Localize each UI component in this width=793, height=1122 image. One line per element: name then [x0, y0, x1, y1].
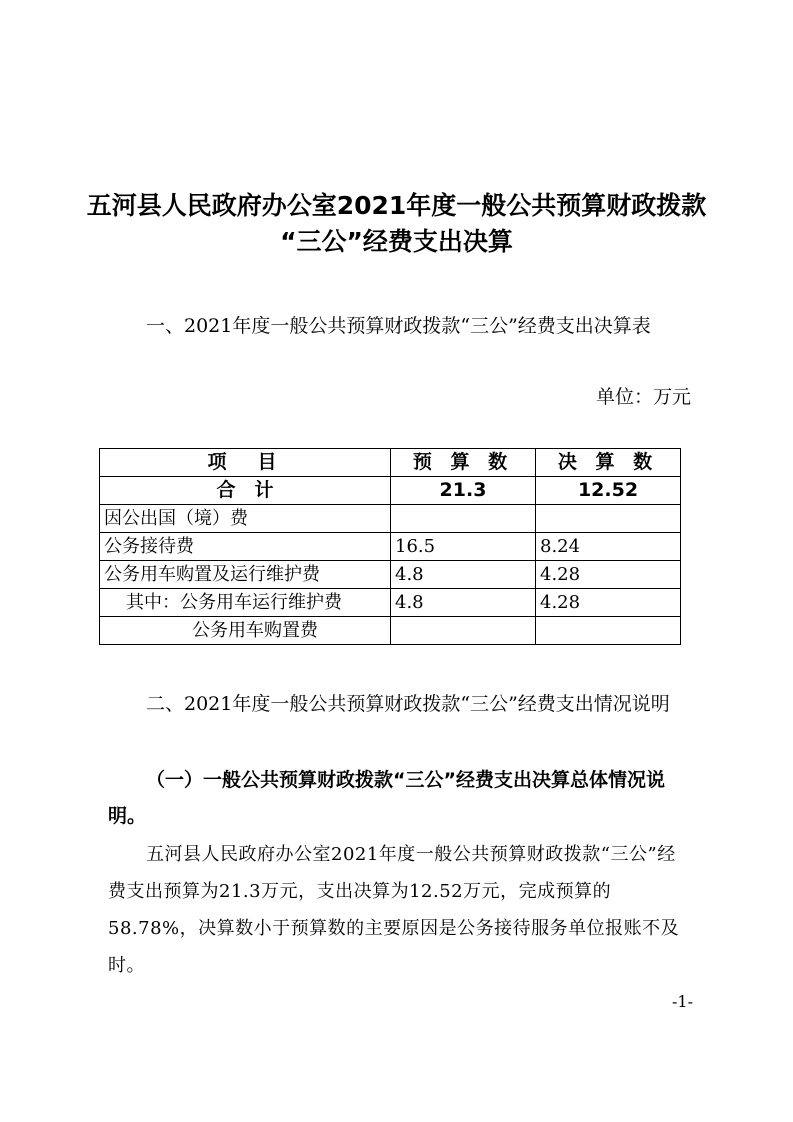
table-header-row — [100, 449, 681, 477]
row-label: 公务用车购置费 — [100, 617, 391, 645]
table-total-row — [100, 477, 681, 505]
table-row — [100, 561, 681, 589]
total-actual: 12.52 — [536, 477, 681, 505]
row-budget: 4.8 — [391, 561, 536, 589]
header-actual: 决 算 数 — [536, 449, 681, 477]
document-title-line1: 五河县人民政府办公室2021年度一般公共预算财政拨款 — [86, 191, 707, 220]
row-budget — [391, 617, 536, 645]
table-row — [100, 505, 681, 533]
table-row — [100, 533, 681, 561]
unit-label: 单位：万元 — [595, 386, 691, 408]
row-label: 因公出国（境）费 — [100, 505, 391, 533]
row-actual: 8.24 — [536, 533, 681, 561]
section2-body: 五河县人民政府办公室2021年度一般公共预算财政拨款“三公”经费支出预算为21.3万元，支出决算为12.52万元，完成预算的58.78%，决算数小于预算数的主要原因是公务接待服务单位报账不及时。 — [108, 844, 680, 976]
row-budget: 16.5 — [391, 533, 536, 561]
row-budget: 4.8 — [391, 589, 536, 617]
table-row — [100, 617, 681, 645]
page-number: -1- — [672, 992, 693, 1011]
table-row — [100, 589, 681, 617]
total-budget: 21.3 — [391, 477, 536, 505]
row-label: 公务接待费 — [100, 533, 391, 561]
row-label: 其中：公务用车运行维护费 — [100, 589, 391, 617]
document-title-line2: “三公”经费支出决算 — [280, 227, 513, 256]
header-item: 项 目 — [100, 449, 391, 477]
section1-heading: 一、2021年度一般公共预算财政拨款“三公”经费支出决算表 — [146, 315, 651, 337]
row-label: 公务用车购置及运行维护费 — [100, 561, 391, 589]
row-actual — [536, 617, 681, 645]
section2-sub-heading: （一）一般公共预算财政拨款“三公”经费支出决算总体情况说明。 — [108, 769, 665, 827]
row-actual: 4.28 — [536, 561, 681, 589]
header-budget: 预 算 数 — [391, 449, 536, 477]
total-label: 合 计 — [100, 477, 391, 505]
row-actual: 4.28 — [536, 589, 681, 617]
section2-heading: 二、2021年度一般公共预算财政拨款“三公”经费支出情况说明 — [146, 693, 670, 715]
row-actual — [536, 505, 681, 533]
expenditure-table — [99, 448, 681, 645]
row-budget — [391, 505, 536, 533]
